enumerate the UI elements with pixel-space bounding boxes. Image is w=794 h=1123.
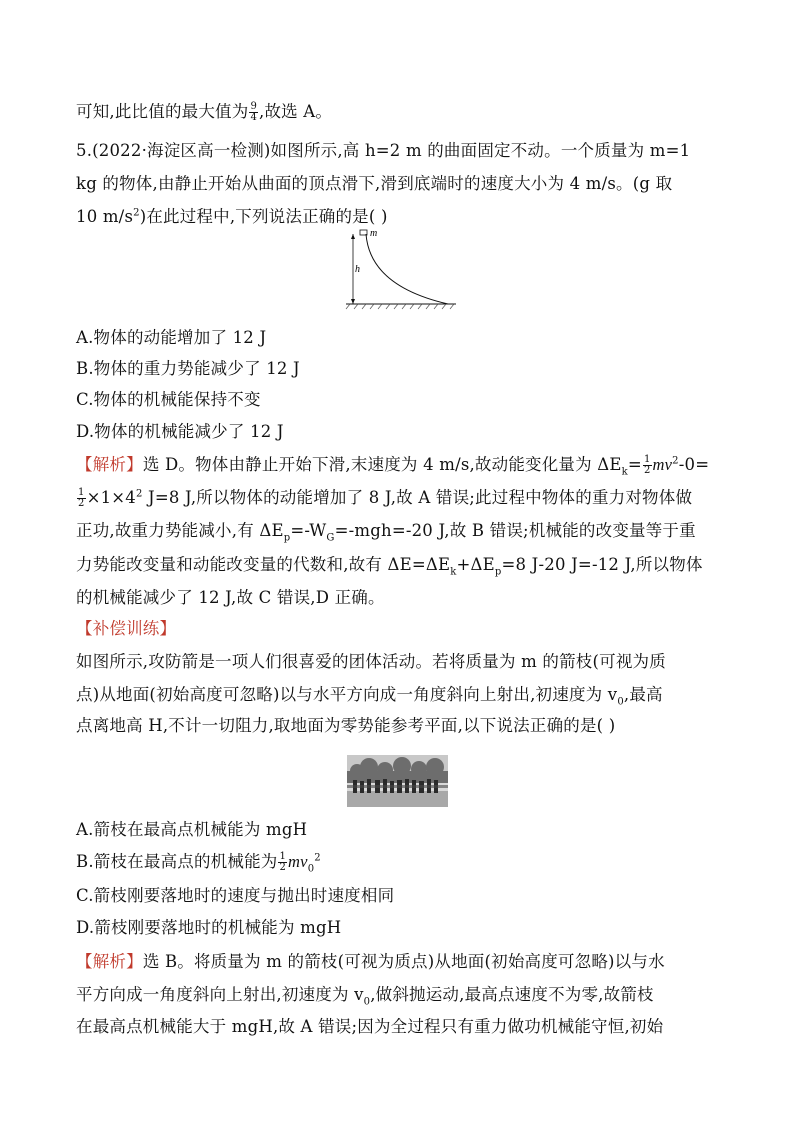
subscript: 0 xyxy=(307,863,315,875)
analysis-line: 在最高点机械能大于 mgH,故 A 错误;因为全过程只有重力做功机械能守恒,初始 xyxy=(76,1017,664,1036)
text-line xyxy=(76,100,726,124)
text-segment: )在此过程中,下列说法正确的是( ) xyxy=(139,207,388,226)
archery-photo xyxy=(347,755,448,807)
text-segment: 选 B。将质量为 m 的箭枝(可视为质点)从地面(初始高度可忽略)以与水 xyxy=(142,952,665,971)
option-b xyxy=(76,850,726,874)
question-line: 5.(2022·海淀区高一检测)如图所示,高 h=2 m 的曲面固定不动。一个质量为 m=1 xyxy=(76,141,691,160)
subscript: 0 xyxy=(363,996,371,1008)
fraction xyxy=(643,455,652,476)
text-segment: 力势能改变量和动能改变量的代数和,故有 ΔE=ΔE xyxy=(76,555,451,574)
text-segment: 可知,此比值的最大值为 xyxy=(76,102,249,121)
analysis-line xyxy=(76,983,726,1007)
text-segment: =-W xyxy=(290,521,327,540)
option-a: A.箭枝在最高点机械能为 mgH xyxy=(76,820,308,839)
fraction xyxy=(77,488,86,509)
fraction-numerator: 1 xyxy=(279,851,287,862)
subscript: k xyxy=(621,466,628,478)
option-d: D.物体的机械能减少了 12 J xyxy=(76,422,284,441)
subscript: 0 xyxy=(617,696,624,708)
text-segment: 平方向成一角度斜向上射出,初速度为 v xyxy=(76,985,364,1004)
compensation-training-tag: 【补偿训练】 xyxy=(76,619,177,638)
text-segment: ,故选 A。 xyxy=(259,102,333,121)
option-a: A.物体的动能增加了 12 J xyxy=(76,328,267,347)
text-segment: =-mgh=-20 J,故 B 错误;机械能的改变量等于重 xyxy=(334,521,696,540)
analysis-tag: 【解析】 xyxy=(76,952,143,971)
text-segment: ,做斜抛运动,最高点速度不为零,故箭枝 xyxy=(370,985,654,1004)
fraction-numerator: 9 xyxy=(250,101,258,112)
text-segment: =8 J-20 J=-12 J,所以物体 xyxy=(501,555,703,574)
text-segment: ,最高 xyxy=(623,685,663,704)
question-line xyxy=(76,683,726,707)
question-line: 如图所示,攻防箭是一项人们很喜爱的团体活动。若将质量为 m 的箭枝(可视为质 xyxy=(76,652,666,671)
text-segment: 选 D。物体由静止开始下滑,末速度为 4 m/s,故动能变化量为 ΔE xyxy=(142,455,622,474)
analysis-tag: 【解析】 xyxy=(76,455,143,474)
subscript: k xyxy=(450,566,457,578)
text-segment: J=8 J,所以物体的动能增加了 8 J,故 A 错误;此过程中物体的重力对物体做 xyxy=(142,488,693,507)
superscript: 2 xyxy=(136,488,143,500)
fraction xyxy=(249,102,258,123)
mass-label: m xyxy=(370,228,378,239)
option-b: B.物体的重力势能减少了 12 J xyxy=(76,359,300,378)
superscript: 2 xyxy=(314,852,321,864)
option-d: D.箭枝刚要落地时的机械能为 mgH xyxy=(76,918,342,937)
fraction-denominator: 2 xyxy=(643,465,651,476)
superscript: 2 xyxy=(133,207,140,219)
text-segment: 10 m/s xyxy=(76,207,134,226)
option-c: C.物体的机械能保持不变 xyxy=(76,390,261,409)
fraction-numerator: 1 xyxy=(78,487,85,498)
fraction-denominator: 2 xyxy=(279,862,287,873)
subscript: p xyxy=(494,566,502,578)
text-segment: +ΔE xyxy=(456,555,495,574)
text-segment: = xyxy=(627,455,642,474)
analysis-line xyxy=(76,950,726,974)
subscript: p xyxy=(283,532,291,544)
text-segment: mv xyxy=(288,852,308,871)
text-segment: 点)从地面(初始高度可忽略)以与水平方向成一角度斜向上射出,初速度为 v xyxy=(76,685,618,704)
superscript: 2 xyxy=(672,455,679,467)
subscript: G xyxy=(326,532,335,544)
text-segment: 正功,故重力势能减小,有 ΔE xyxy=(76,521,284,540)
text-segment: B.箭枝在最高点的机械能为 xyxy=(76,852,278,871)
analysis-line: 的机械能减少了 12 J,故 C 错误,D 正确。 xyxy=(76,588,385,607)
curved-surface-figure xyxy=(340,226,460,312)
text-segment: ×1×4 xyxy=(86,488,137,507)
analysis-line xyxy=(76,486,726,510)
analysis-line xyxy=(76,519,726,543)
text-segment: -0= xyxy=(678,455,710,474)
analysis-line xyxy=(76,453,726,477)
question-line: kg 的物体,由静止开始从曲面的顶点滑下,滑到底端时的速度大小为 4 m/s。(g 取 xyxy=(76,174,673,193)
fraction xyxy=(278,852,287,873)
fraction-denominator: 2 xyxy=(78,498,85,509)
analysis-line xyxy=(76,553,726,577)
fraction-numerator: 1 xyxy=(643,454,651,465)
text-segment: mv xyxy=(652,455,673,474)
height-label: h xyxy=(355,264,360,275)
question-line: 点离地高 H,不计一切阻力,取地面为零势能参考平面,以下说法正确的是( ) xyxy=(76,716,616,735)
option-c: C.箭枝刚要落地时的速度与抛出时速度相同 xyxy=(76,886,395,905)
fraction-denominator: 4 xyxy=(250,112,258,123)
